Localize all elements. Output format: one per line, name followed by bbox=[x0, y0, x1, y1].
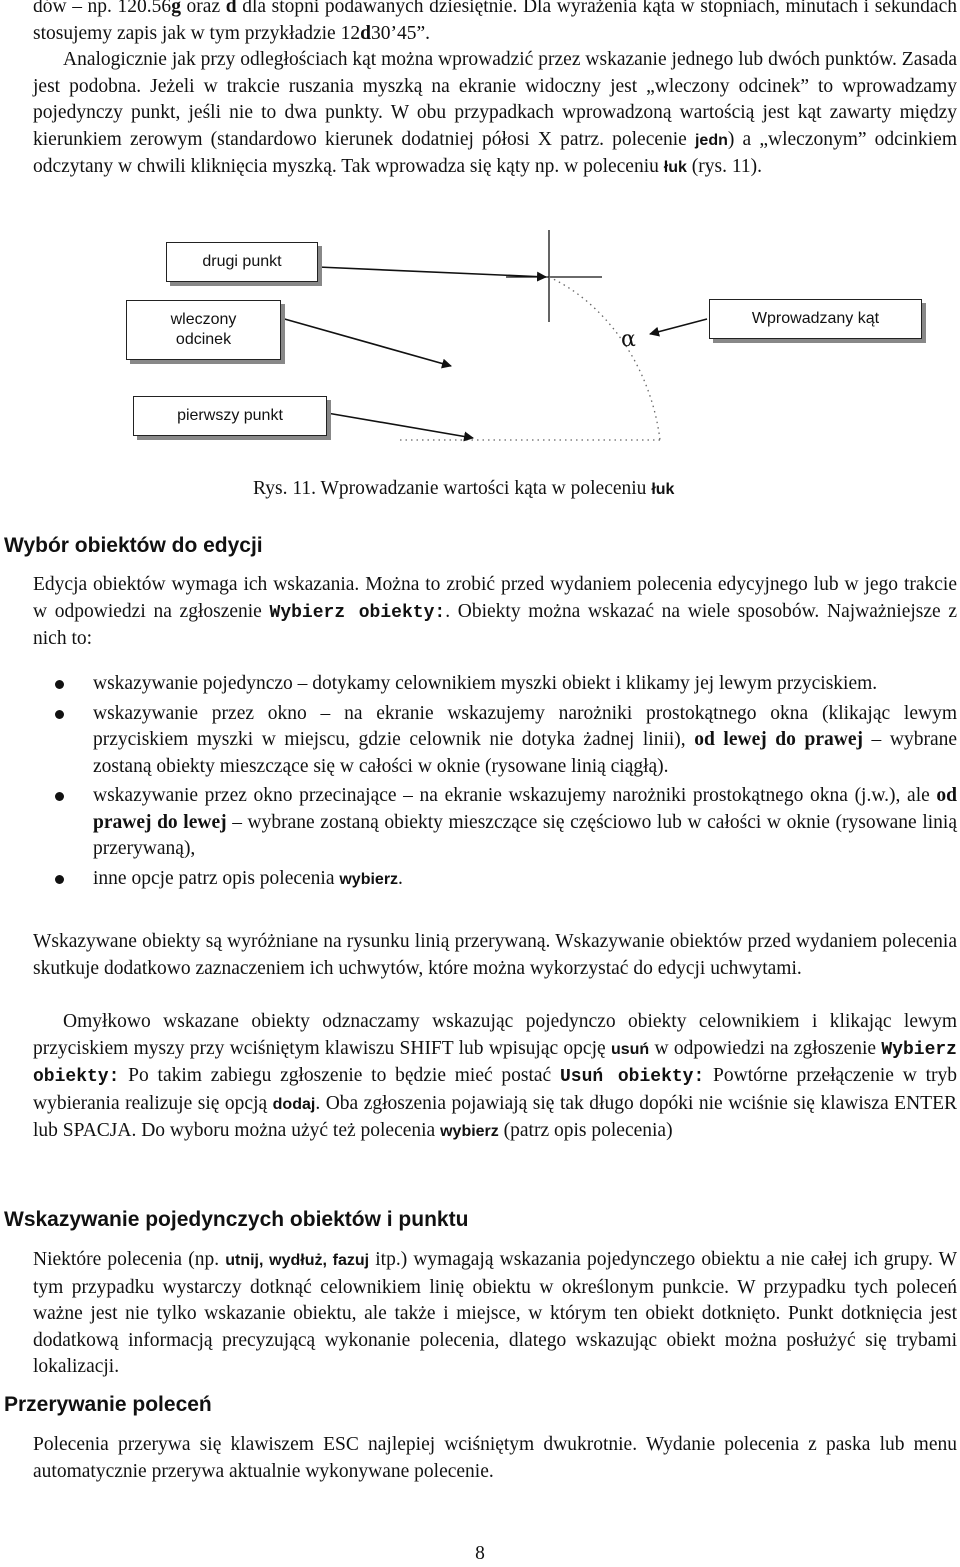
list-item: wskazywanie przez okno – na ekranie wskazujemy narożniki prostokątnego okna (klikając lewym przyciskiem myszki w miejscu, gdzie celownik nie dotyka żadnej linii), od lewej do prawej – wybrane zostaną obiekty mieszczące się w całości w oknie (rysowane linią ciągłą). bbox=[33, 701, 957, 781]
section1-paragraph-3: Omyłkowo wskazane obiekty odznaczamy wskazując pojedynczo obiekty celownikiem i klikając lewym przyciskiem myszy przy wciśniętym klawiszu SHIFT lub wpisując opcję usuń w odpowiedzi na zgłoszenie Wybierz obiekty: Po takim zabiegu zgłoszenie to będzie mieć postać Usuń obiekty: Powtórne przełączenie w tryb wybierania realizuje się opcją dodaj. Oba zgłoszenia pojawiają się tak długo dopóki nie wciśnie się klawisza ENTER lub SPACJA. Do wyboru można użyć też polecenia wybierz (patrz opis polecenia) bbox=[33, 1011, 957, 1141]
list-item: wskazywanie przez okno przecinające – na ekranie wskazujemy narożniki prostokątnego okna (j.w.), ale od prawej do lewej – wybrane zostaną obiekty mieszczące się częściowo lub w całości w oknie (rysowane linią przerywaną), bbox=[33, 783, 957, 863]
selection-methods-list bbox=[33, 671, 957, 893]
section3-paragraph-1: Polecenia przerywa się klawiszem ESC najlepiej wciśniętym dwukrotnie. Wydanie polecenia z paska lub menu automatycznie przerywa aktualnie wykonywane polecenie. bbox=[33, 1434, 957, 1482]
dotted-arc bbox=[549, 277, 660, 440]
label-dragged-line: wleczony odcinek bbox=[126, 300, 281, 360]
arrow-dragged-line bbox=[281, 318, 451, 366]
list-item: wskazywanie pojedynczo – dotykamy celownikiem myszki obiekt i klikamy jej lewym przyciskiem. bbox=[33, 671, 957, 698]
page-number: 8 bbox=[475, 1543, 485, 1564]
heading-interrupting-commands: Przerywanie poleceń bbox=[4, 1393, 212, 1416]
figure-arc-angle bbox=[0, 0, 960, 470]
heading-object-selection: Wybór obiektów do edycji bbox=[4, 534, 263, 557]
bullet-icon bbox=[55, 680, 64, 689]
bullet-icon bbox=[55, 792, 64, 801]
arrow-angle bbox=[650, 319, 707, 334]
list-item: inne opcje patrz opis polecenia wybierz. bbox=[33, 866, 957, 894]
alpha-symbol: α bbox=[621, 327, 636, 352]
arrow-first-point bbox=[327, 413, 473, 438]
label-first-point: pierwszy punkt bbox=[133, 396, 327, 436]
figure-caption: Rys. 11. Wprowadzanie wartości kąta w poleceniu łuk bbox=[253, 478, 675, 499]
section1-paragraph-2: Wskazywane obiekty są wyróżniane na rysunku linią przerywaną. Wskazywanie obiektów przed wydaniem polecenia skutkuje dodatkowo zaznaczeniem ich uchwytów, które można wykorzystać do edycji uchwytami. bbox=[33, 931, 957, 979]
heading-single-object-selection: Wskazywanie pojedynczych obiektów i punktu bbox=[4, 1208, 469, 1231]
intro-paragraph-1: dów – np. 120.56g oraz d dla stopni podawanych dziesiętnie. Dla wyrażenia kąta w stopniach, minutach i sekundach stosujemy zapis jak w tym przykładzie 12d30’45”. bbox=[33, 0, 957, 44]
arrow-second-point bbox=[318, 267, 546, 277]
intro-paragraph-2: Analogicznie jak przy odległościach kąt można wprowadzić przez wskazanie jednego lub dwóch punktów. Zasada jest podobna. Jeżeli w trakcie ruszania myszką na ekranie widoczny jest „wleczony odcinek” to wprowadzamy pojedynczy punkt, jeśli nie to dwa punkty. W obu przypadkach wprowadzoną wartością jest kąt zawarty między kierunkiem zerowym (standardowo kierunek dodatniej półosi X patrz. polecenie jedn) a „wleczonym” odcinkiem odczytany w chwili kliknięcia myszką. Tak wprowadza się kąty np. w poleceniu łuk (rys. 11). bbox=[33, 49, 957, 177]
section1-paragraph-1: Edycja obiektów wymaga ich wskazania. Można to zrobić przed wydaniem polecenia edycyjnego lub w jego trakcie w odpowiedzi na zgłoszenie Wybierz obiekty:. Obiekty można wskazać na wiele sposobów. Najważniejsze z nich to: bbox=[33, 574, 958, 649]
bullet-icon bbox=[55, 710, 64, 719]
label-entered-angle: Wprowadzany kąt bbox=[709, 299, 922, 339]
bullet-icon bbox=[55, 875, 64, 884]
section2-paragraph-1: Niektóre polecenia (np. utnij, wydłuż, fazuj itp.) wymagają wskazania pojedynczego obiektu a nie całej ich grupy. W tym przypadku wystarczy dotknąć celownikiem linię obiektu w określonym punkcie. W przypadku tych poleceń ważne jest nie tylko wskazanie obiektu, ale także i miejsce, w którym ten obiekt dotknięto. Punkt dotknięcia jest dodatkową informacją precyzującą wykonanie polecenia, dlatego wskazując obiekt można posłużyć się trybami lokalizacji. bbox=[33, 1249, 958, 1377]
label-second-point: drugi punkt bbox=[166, 242, 318, 282]
